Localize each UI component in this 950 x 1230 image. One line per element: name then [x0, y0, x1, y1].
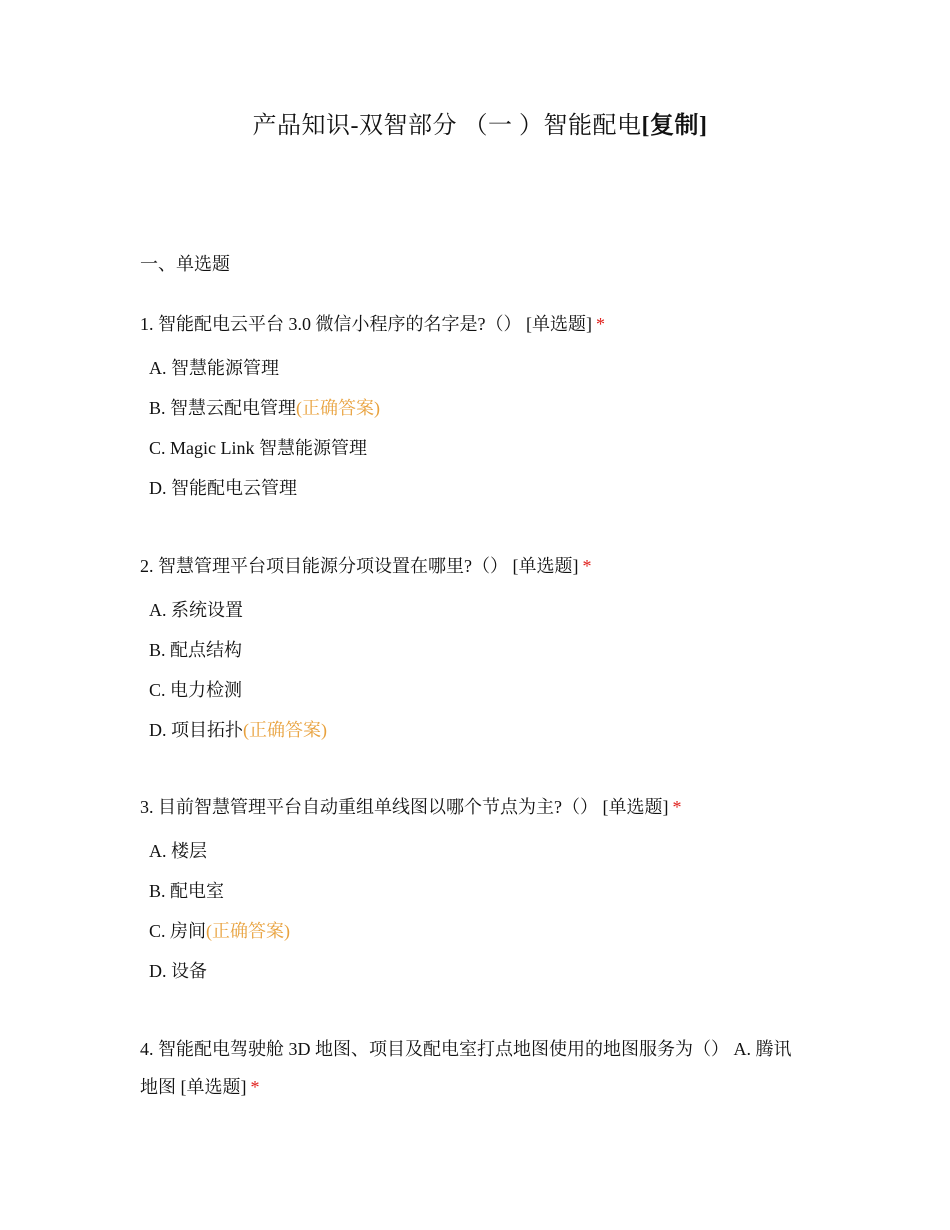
option-item [149, 396, 810, 420]
required-mark: * [582, 556, 592, 576]
option-label: D. 设备 [149, 961, 207, 981]
option-label: C. Magic Link 智慧能源管理 [149, 438, 367, 458]
option-item [149, 919, 810, 943]
option-label: B. 配点结构 [149, 640, 243, 660]
option-label: A. 系统设置 [149, 600, 243, 620]
option-item [149, 718, 810, 742]
option-item [149, 598, 810, 622]
question-label: 2. 智慧管理平台项目能源分项设置在哪里?（） [单选题] [140, 556, 579, 576]
question-text [140, 1030, 805, 1106]
option-label: D. 项目拓扑 [149, 720, 243, 740]
option-item [149, 476, 810, 500]
option-label: A. 楼层 [149, 841, 207, 861]
correct-answer-note: (正确答案) [296, 398, 381, 418]
required-mark: * [250, 1077, 260, 1097]
question-label: 3. 目前智慧管理平台自动重组单线图以哪个节点为主?（） [单选题] [140, 797, 669, 817]
option-label: D. 智能配电云管理 [149, 478, 297, 498]
question-text [140, 310, 810, 338]
question-2 [140, 552, 810, 758]
option-list [140, 356, 810, 500]
question-4 [140, 1030, 805, 1106]
option-item [149, 356, 810, 380]
option-label: A. 智慧能源管理 [149, 358, 279, 378]
option-item [149, 436, 810, 460]
question-text [140, 793, 810, 821]
option-item [149, 839, 810, 863]
section-title: 一、单选题 [140, 254, 230, 274]
required-mark: * [672, 797, 682, 817]
option-item [149, 879, 810, 903]
document-title-main: 产品知识-双智部分 （一 ）智能配电 [252, 113, 642, 139]
question-text [140, 552, 810, 580]
question-3 [140, 793, 810, 999]
option-label: C. 房间 [149, 921, 207, 941]
option-label: B. 智慧云配电管理 [149, 398, 297, 418]
correct-answer-note: (正确答案) [243, 720, 327, 740]
option-label: B. 配电室 [149, 881, 225, 901]
option-item [149, 678, 810, 702]
option-list [140, 839, 810, 983]
required-mark: * [595, 314, 605, 334]
question-label: 4. 智能配电驾驶舱 3D 地图、项目及配电室打点地图使用的地图服务为（） A. 腾讯地图 [单选题] [140, 1039, 792, 1097]
option-label: C. 电力检测 [149, 680, 243, 700]
correct-answer-note: (正确答案) [206, 921, 291, 941]
question-1 [140, 310, 810, 516]
question-label: 1. 智能配电云平台 3.0 微信小程序的名字是?（） [单选题] [140, 314, 592, 334]
document-title-bracket: [复制] [641, 113, 708, 139]
option-item [149, 638, 810, 662]
option-list [140, 598, 810, 742]
document-title [0, 108, 950, 144]
option-item [149, 959, 810, 983]
